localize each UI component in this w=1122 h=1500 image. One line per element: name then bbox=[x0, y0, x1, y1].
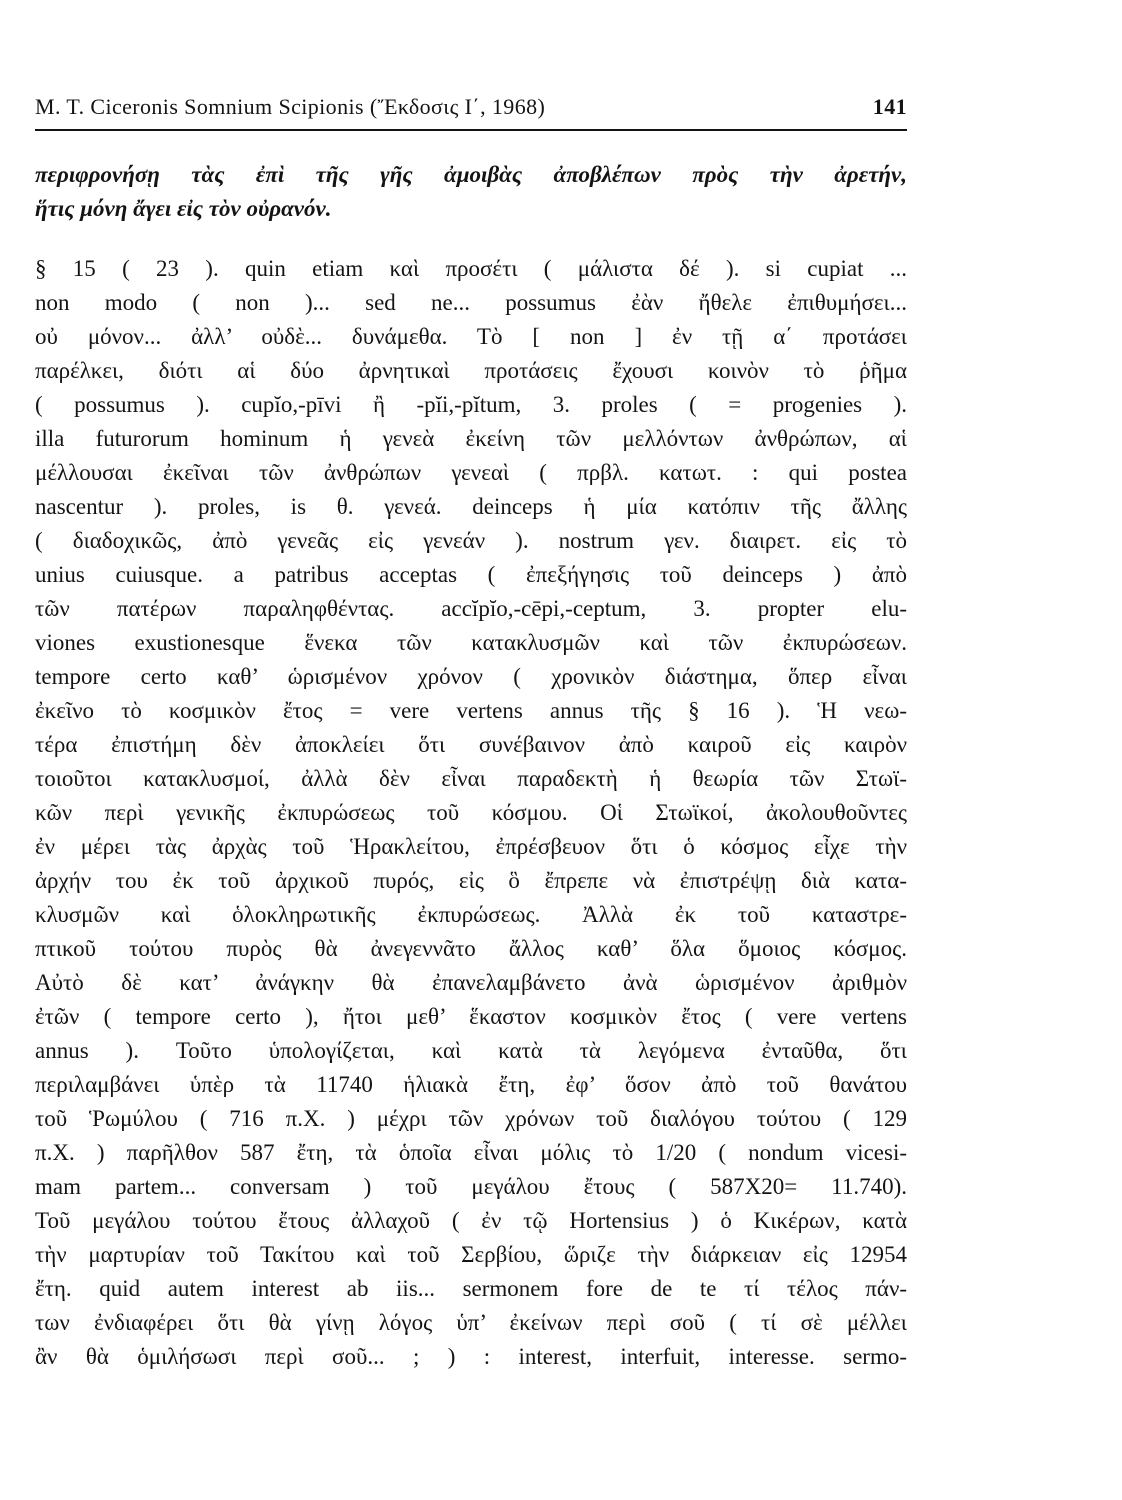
text-line: unius cuiusque. a patribus acceptas ( ἐπεξήγησις τοῦ deinceps ) ἀπὸ bbox=[35, 562, 907, 587]
text-line: ἀρχήν του ἐκ τοῦ ἀρχικοῦ πυρός, εἰς ὃ ἔπρεπε νὰ ἐπιστρέψῃ διὰ κατα- bbox=[35, 868, 907, 893]
text-line: π.Χ. ) παρῆλθον 587 ἔτη, τὰ ὁποῖα εἶναι μόλις τὸ 1/20 ( nondum vicesi- bbox=[35, 1140, 907, 1165]
text-line: Αὐτὸ δὲ κατ’ ἀνάγκην θὰ ἐπανελαμβάνετο ἀνὰ ὡρισμένον ἀριθμὸν bbox=[35, 970, 907, 995]
intro-line: περιφρονήσῃ τὰς ἐπὶ τῆς γῆς ἀμοιβὰς ἀποβλέπων πρὸς τὴν ἀρετήν, bbox=[35, 162, 907, 187]
text-line: οὐ μόνον... ἀλλ’ οὐδὲ... δυνάμεθα. Τὸ [ non ] ἐν τῇ α΄ προτάσει bbox=[35, 324, 907, 349]
text-line: ἂν θὰ ὁμιλήσωσι περὶ σοῦ... ; ) : interest, interfuit, interesse. sermo- bbox=[35, 1344, 907, 1369]
text-line: τοῦ Ῥωμύλου ( 716 π.Χ. ) μέχρι τῶν χρόνων τοῦ διαλόγου τούτου ( 129 bbox=[35, 1106, 907, 1131]
page-number: 141 bbox=[872, 94, 907, 119]
paragraph-gap bbox=[35, 226, 907, 252]
text-line: annus ). Τοῦτο ὑπολογίζεται, καὶ κατὰ τὰ λεγόμενα ἐνταῦθα, ὅτι bbox=[35, 1038, 907, 1063]
text-line: ἔτη. quid autem interest ab iis... sermonem fore de te τί τέλος πάν- bbox=[35, 1276, 907, 1301]
text-line: ( possumus ). cupĭo,-pīvi ἢ -pĭi,-pĭtum, 3. proles ( = progenies ). bbox=[35, 392, 907, 417]
text-line: των ἐνδιαφέρει ὅτι θὰ γίνῃ λόγος ὑπ’ ἐκείνων περὶ σοῦ ( τί σὲ μέλλει bbox=[35, 1310, 907, 1335]
text-line: § 15 ( 23 ). quin etiam καὶ προσέτι ( μάλιστα δέ ). si cupiat ... bbox=[35, 256, 907, 281]
text-line: τῶν πατέρων παραληφθέντας. accĭpĭo,-cēpi,-ceptum, 3. propter elu- bbox=[35, 596, 907, 621]
text-line: illa futurorum hominum ἡ γενεὰ ἐκείνη τῶν μελλόντων ἀνθρώπων, αἱ bbox=[35, 426, 907, 451]
text-line: ἐκεῖνο τὸ κοσμικὸν ἔτος = vere vertens annus τῆς § 16 ). Ἡ νεω- bbox=[35, 698, 907, 723]
text-line: τέρα ἐπιστήμη δὲν ἀποκλείει ὅτι συνέβαινον ἀπὸ καιροῦ εἰς καιρὸν bbox=[35, 732, 907, 757]
text-line: non modo ( non )... sed ne... possumus ἐὰν ἤθελε ἐπιθυμήσει... bbox=[35, 290, 907, 315]
text-line: Τοῦ μεγάλου τούτου ἔτους ἀλλαχοῦ ( ἐν τῷ Hortensius ) ὁ Κικέρων, κατὰ bbox=[35, 1208, 907, 1233]
text-line: tempore certo καθ’ ὡρισμένον χρόνον ( χρονικὸν διάστημα, ὅπερ εἶναι bbox=[35, 664, 907, 689]
text-line: τοιοῦτοι κατακλυσμοί, ἀλλὰ δὲν εἶναι παραδεκτὴ ἡ θεωρία τῶν Στωϊ- bbox=[35, 766, 907, 791]
text-line: ἐτῶν ( tempore certo ), ἤτοι μεθ’ ἕκαστον κοσμικὸν ἔτος ( vere vertens bbox=[35, 1004, 907, 1029]
text-line: τὴν μαρτυρίαν τοῦ Τακίτου καὶ τοῦ Σερβίου, ὥριζε τὴν διάρκειαν εἰς 12954 bbox=[35, 1242, 907, 1267]
text-line: mam partem... conversam ) τοῦ μεγάλου ἔτους ( 587X20= 11.740). bbox=[35, 1174, 907, 1199]
header-title: M. T. Ciceronis Somnium Scipionis (Ἔκδοσις Ι΄, 1968) bbox=[35, 94, 546, 119]
text-line: nascentur ). proles, is θ. γενεά. deinceps ἡ μία κατόπιν τῆς ἄλλης bbox=[35, 494, 907, 519]
running-header bbox=[35, 90, 907, 124]
header-rule bbox=[35, 129, 907, 131]
text-line: viones exustionesque ἕνεκα τῶν κατακλυσμῶν καὶ τῶν ἐκπυρώσεων. bbox=[35, 630, 907, 655]
text-line: περιλαμβάνει ὑπὲρ τὰ 11740 ἡλιακὰ ἔτη, ἐφ’ ὅσον ἀπὸ τοῦ θανάτου bbox=[35, 1072, 907, 1097]
text-line: ἐν μέρει τὰς ἀρχὰς τοῦ Ἡρακλείτου, ἐπρέσβευον ὅτι ὁ κόσμος εἶχε τὴν bbox=[35, 834, 907, 859]
intro-line: ἥτις μόνη ἄγει εἰς τὸν οὐρανόν. bbox=[35, 196, 332, 221]
text-line: πτικοῦ τούτου πυρὸς θὰ ἀνεγεννᾶτο ἄλλος καθ’ ὅλα ὅμοιος κόσμος. bbox=[35, 936, 907, 961]
text-line: μέλλουσαι ἐκεῖναι τῶν ἀνθρώπων γενεαὶ ( πρβλ. κατωτ. : qui postea bbox=[35, 460, 907, 485]
commentary-text bbox=[35, 158, 907, 1374]
text-line: ( διαδοχικῶς, ἀπὸ γενεᾶς εἰς γενεάν ). nostrum γεν. διαιρετ. εἰς τὸ bbox=[35, 528, 907, 553]
text-line: παρέλκει, διότι αἱ δύο ἀρνητικαὶ προτάσεις ἔχουσι κοινὸν τὸ ῥῆμα bbox=[35, 358, 907, 383]
text-line: κλυσμῶν καὶ ὁλοκληρωτικῆς ἐκπυρώσεως. Ἀλλὰ ἐκ τοῦ καταστρε- bbox=[35, 902, 907, 927]
text-line: κῶν περὶ γενικῆς ἐκπυρώσεως τοῦ κόσμου. Οἱ Στωϊκοί, ἀκολουθοῦντες bbox=[35, 800, 907, 825]
